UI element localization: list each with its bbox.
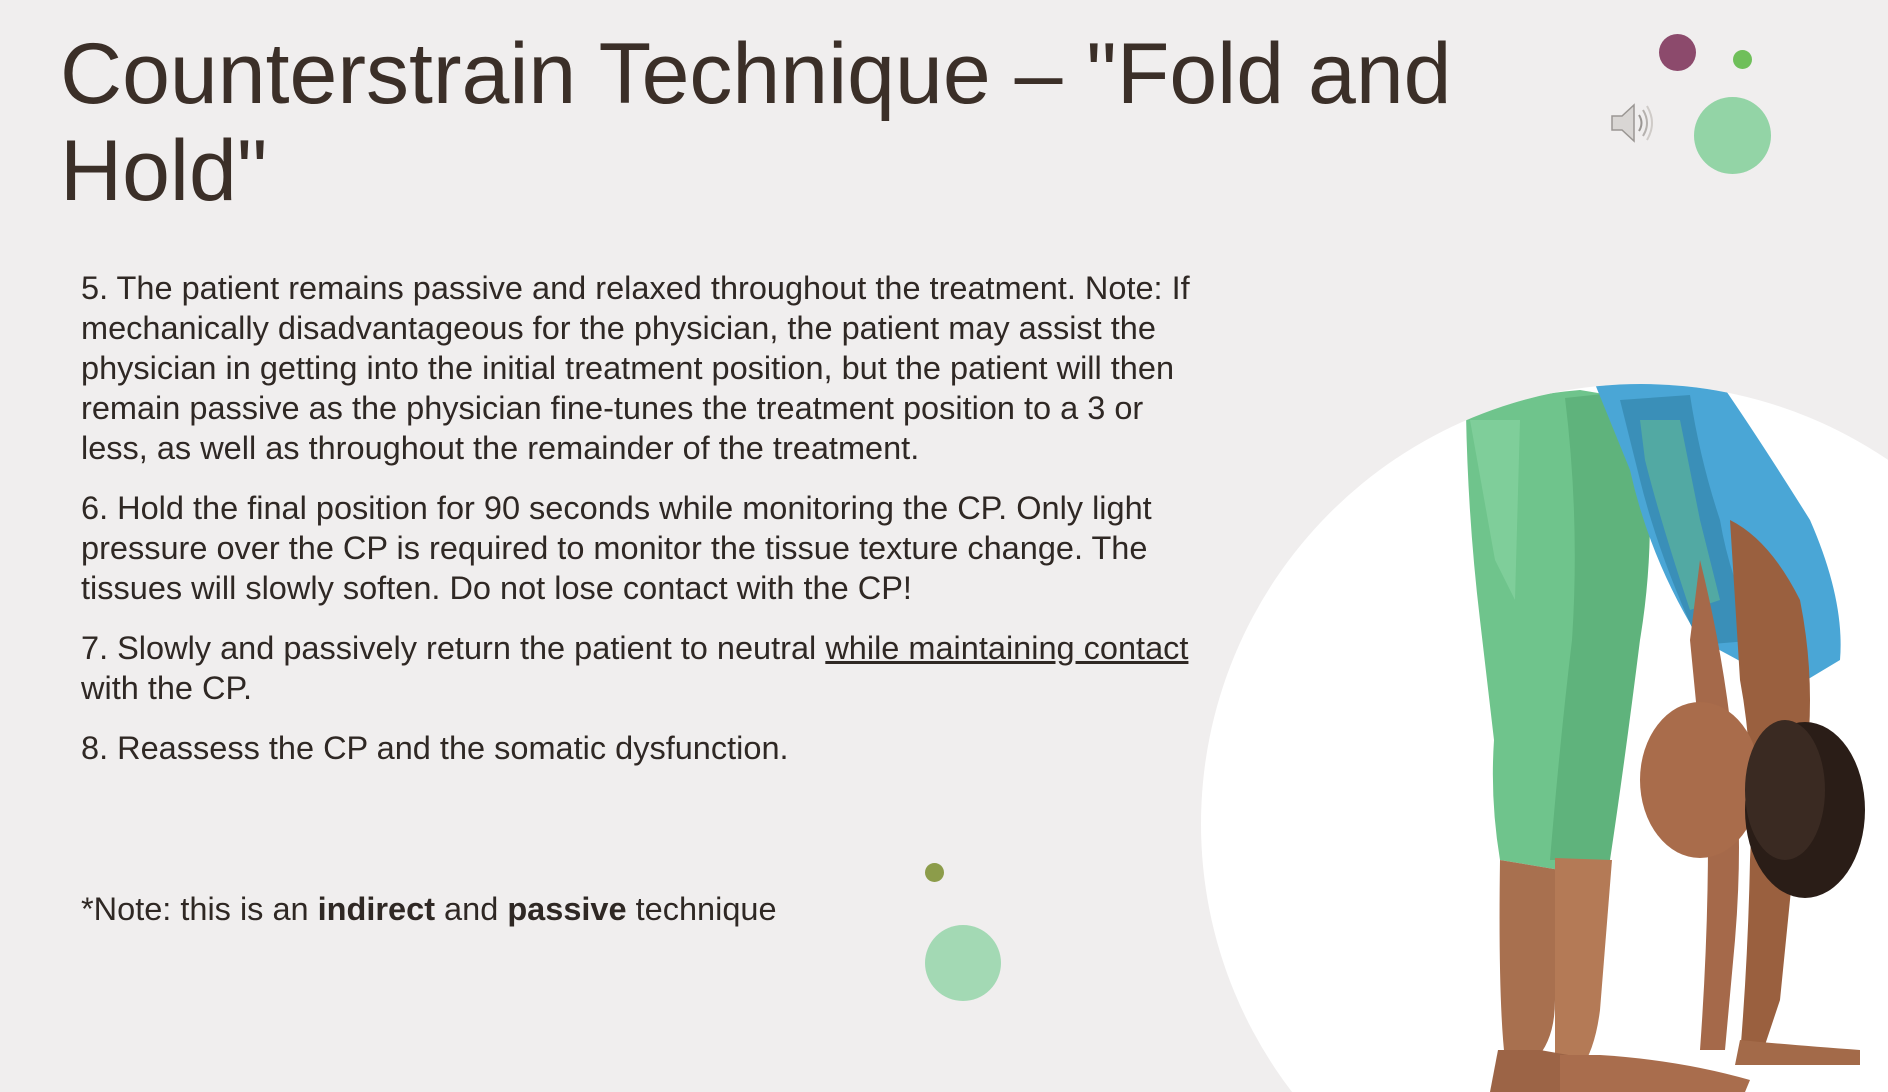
note-bold-indirect: indirect bbox=[317, 891, 436, 927]
note-prefix: *Note: this is an bbox=[81, 891, 318, 927]
step-6: 6. Hold the final position for 90 seconds while monitoring the CP. Only light pressure over the CP is required to monitor the tissue texture change. The tissues will slowly soften. Do not lose contact with the CP! bbox=[81, 490, 1152, 606]
step-7-suffix: with the CP. bbox=[81, 670, 253, 706]
slide-title: Counterstrain Technique – "Fold and Hold" bbox=[60, 26, 1452, 219]
step-7-underlined: while maintaining contact bbox=[825, 630, 1189, 666]
step-7-prefix: 7. Slowly and passively return the patient to neutral bbox=[81, 630, 826, 666]
note-middle: and bbox=[435, 891, 508, 927]
step-8: 8. Reassess the CP and the somatic dysfunction. bbox=[81, 730, 789, 766]
note-bold-passive: passive bbox=[507, 891, 627, 927]
note-suffix: technique bbox=[626, 891, 777, 927]
step-5: 5. The patient remains passive and relaxed throughout the treatment. Note: If mechanically disadvantageous for the physician, the patient may assist the physician in getting into the initial treatment position, but the patient will then remain passive as the physician fine-tunes the treatment position to a 3 or less, as well as throughout the remainder of the treatment. bbox=[81, 270, 1190, 466]
